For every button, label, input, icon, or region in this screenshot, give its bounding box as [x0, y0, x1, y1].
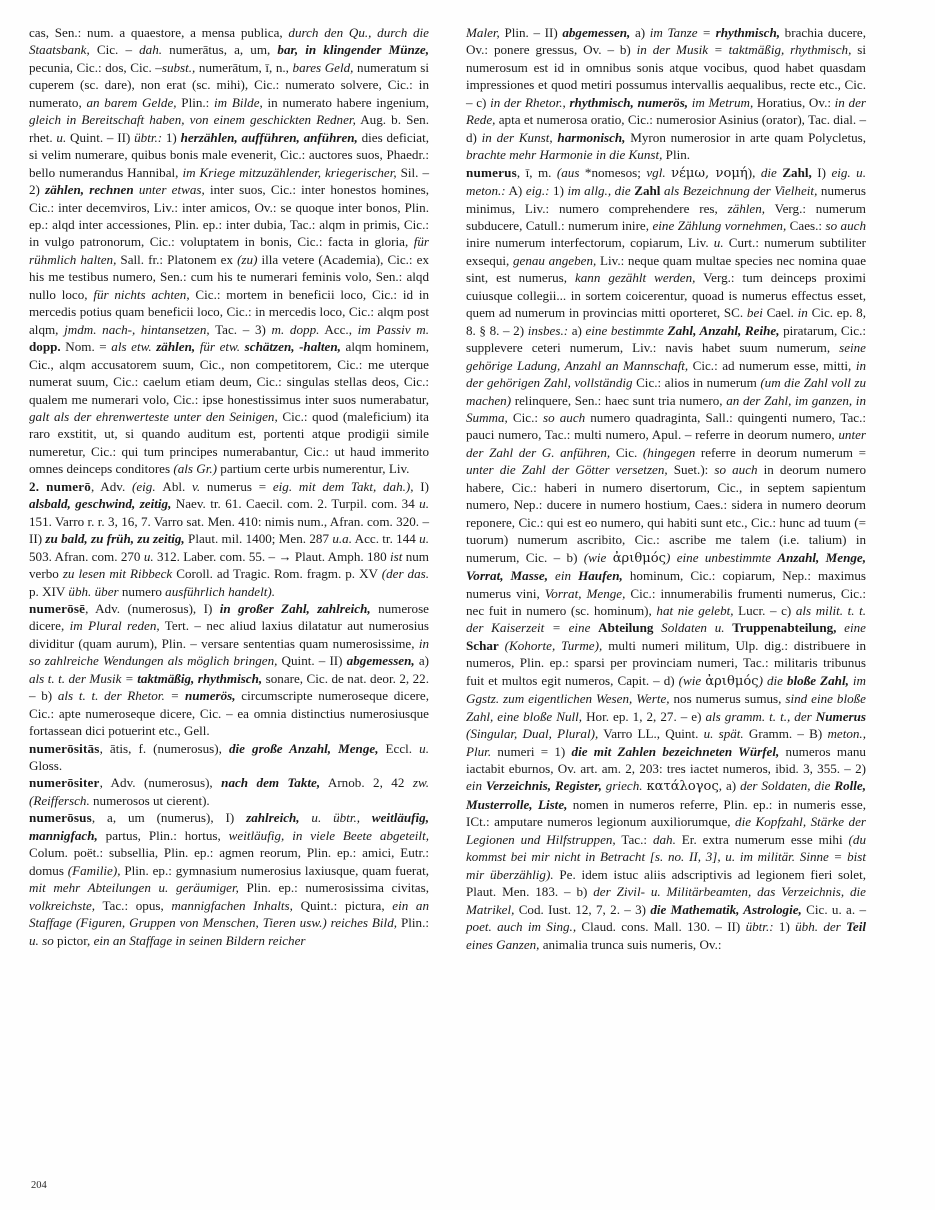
text-run: Schar [466, 637, 499, 653]
text-run: A) [505, 183, 526, 199]
text-run: für nichts achten, [93, 286, 190, 302]
text-run: numerös, [184, 688, 236, 704]
text-run: Soldaten u. [653, 620, 733, 636]
text-run: als t. t. der Musik = [29, 670, 138, 686]
text-run: u. so [29, 932, 54, 948]
text-run: (du kommst bei mir nicht in Betracht [s. no. II, 3], u. im militär. Sinne = bist mir überzählig). [466, 831, 866, 882]
text-run: u. [56, 129, 67, 145]
text-run: sonare, Cic. de nat. deor. 2, 22. – b) [29, 670, 429, 704]
text-run: im Kriege mitzuzählender, kriegerischer, [182, 164, 397, 180]
text-run: Varro LL., Quint. [598, 726, 704, 742]
text-run: Cic. [610, 444, 643, 460]
text-run: multi numeri militum, Ulp. dig.: distribuere in numeros, Plin. ep.: sparsi per provinciam numeri, Tac.: militaris tribunus fuit et multos egit numeros, Capit. – d) [466, 637, 867, 688]
text-run: u. [419, 496, 429, 512]
text-run: die Mathematik, Astrologie, [650, 901, 802, 917]
text-run: u. [419, 740, 429, 756]
text-run: Quint. – II) [66, 129, 135, 145]
text-run: nomen in numeros referre, Plin. ep.: in numeris esse, ICt.: amputare numeros legionum auxiliorumque, [466, 796, 866, 830]
text-run: u. spät. [703, 726, 744, 742]
text-run: Horatius, Ov.: [753, 94, 835, 110]
text-run: Cael. [762, 305, 798, 321]
text-run: Er. extra numerum esse mihi [675, 831, 849, 847]
text-run: u. [713, 235, 724, 251]
text-run: als t. t. der Rhetor. = [57, 688, 185, 704]
text-run: brachia ducere, Ov.: ponere gressus, Ov. – b) [466, 25, 866, 58]
text-run: pictor, [53, 932, 94, 948]
text-run: Rolle, Musterrolle, Liste, [466, 778, 867, 812]
text-run: in [797, 305, 808, 321]
text-run: ), [747, 164, 761, 180]
text-run: der Zivil- u. Militärbeamten, das Verzeichnis, die Matrikel, [466, 884, 866, 917]
text-run: abgemessen, [346, 653, 415, 669]
text-run: durch den Qu., durch die Staatsbank, [29, 25, 429, 58]
text-run: bares Geld, [292, 59, 354, 75]
text-run: zu bald, zu früh, zu zeitig, [45, 531, 185, 547]
text-run: Cic.: innumerabilis frumenti numerus, Cic.: nec fuit in numero (sc. hominum), [466, 585, 866, 618]
text-run: Haufen, [578, 568, 623, 584]
text-run: 1) [162, 129, 181, 145]
text-run: cas, Sen.: num. a quaestore, a mensa publica, [29, 25, 289, 40]
text-run: (zu) [237, 251, 258, 267]
text-run: so auch [543, 409, 586, 425]
text-run: in deorum numero habere, Cic.: haberi in numero disertorum, Cic., in septem sapientum numero, Nep.: ducere in numero hostium, Caes.: sidera in numero deorum reponere, Cic.: qui est eo numero, qui habiti sunt etc., Cic.: hunc ad tuum (= tuorum) numerum ascribito, Cic.: ascribe me talem (i.e. talium) in numerum, Cic. – b) [466, 462, 867, 565]
text-run: als Bezeichnung der Vielheit, [660, 183, 818, 199]
text-run: Tac. – 3) [209, 321, 272, 337]
text-run: Cod. Iust. 12, 7, 2. – 3) [514, 901, 651, 917]
text-run: , a, um (numerus), I) [91, 810, 247, 826]
text-run: numerātus, a, um, [162, 42, 278, 58]
text-run: nach dem Takte, [221, 775, 321, 791]
text-run: illa vetere (Academia), Cic.: ex his me testibus numero, Sen.: cum his te numerari feminis volo, Sen.: alqd nullo loco, [29, 251, 429, 302]
text-run: Pe. idem istuc aliis adscriptivis ad legionem fieri solet, Plaut. Men. 183. – b) [466, 866, 867, 900]
text-run: unter die Zahl der Götter versetzen, [466, 462, 668, 478]
text-run: , Adv. (numerosus), I) [85, 600, 220, 616]
text-run: si numerosum est id in omnibus sonis atque vocibus, quod habet quasdam impressiones et quod metiri possumus intervallis aequalibus, recte etc., Cic. – c) [466, 42, 866, 110]
text-run: herzählen, aufführen, anführen, [180, 129, 358, 145]
text-run: eig. u. meton.: [466, 164, 866, 199]
text-run: Plin.: [176, 94, 215, 110]
text-run: Coroll. ad Tragic. Rom. fragm. p. XV [172, 566, 382, 582]
text-run: num verbo [29, 548, 429, 582]
text-run: numerātum, ī, n., [195, 59, 293, 75]
text-run: brachte mehr Harmonie in die Kunst, [466, 147, 663, 163]
text-run: ) eine unbestimmte [665, 549, 778, 565]
text-run: zahlreich, [246, 810, 300, 826]
text-run: Liv.: neque quam multae species nec nomina quae sint, est numerus, [466, 252, 867, 286]
text-run: die [760, 164, 783, 180]
text-run: als milit. t. t. der Kaiserzeit = eine [466, 602, 866, 636]
text-run: bloße Zahl, [787, 672, 849, 688]
text-run: (eig. [132, 478, 163, 494]
dictionary-entry [29, 774, 429, 809]
text-run: subst., [161, 59, 196, 75]
text-run: unter der Zahl der G. anführen, [466, 427, 866, 460]
text-run: u. [419, 531, 429, 547]
text-run: taktmäßig, rhythmisch, [137, 670, 263, 686]
text-run: übtr.: [745, 919, 774, 935]
text-run: weitläufig, mannigfach, [29, 810, 429, 843]
text-run: numerose dicere, [29, 600, 429, 634]
text-run: a) [414, 653, 429, 669]
text-run: I) [413, 478, 429, 494]
text-run: eine Zählung vornehmen, [652, 217, 787, 233]
text-run: Curt.: numerum subtiliter exsequi, [466, 235, 866, 268]
text-run: in so zahlreiche Wendungen als möglich bringen, [29, 635, 429, 669]
text-run: in der Musik = taktmäßig, rhythmisch, [636, 42, 852, 58]
dictionary-entry [29, 600, 429, 740]
text-run: die Kopfzahl, Stärke der Legionen und Hilfstruppen, [466, 814, 866, 847]
dictionary-entry [466, 24, 866, 164]
dictionary-entry [29, 24, 429, 478]
text-run: schätzen, -halten, [244, 339, 341, 355]
text-run: circumscripte numeroseque dicere, Cic.: apte numeroseque dicere, Cic. – ea omnia distinctius numerosiusque fortassean dici potuerint etc., Gell. [29, 688, 429, 739]
dictionary-entry [29, 809, 429, 949]
text-run: in der Kunst, [481, 129, 558, 145]
text-run: Plaut. mil. 1400; Men. 287 [184, 531, 333, 547]
text-run: in großer Zahl, zahlreich, [219, 600, 371, 616]
text-run: apta et numerosa oratio, Cic.: numerosior Asinius (orator), Tac. dial. – d) [466, 112, 866, 145]
text-run: dopp. [29, 339, 61, 355]
text-run: (Familie), [67, 862, 121, 878]
text-run: sind eine bloße Zahl, eine bloße Null, [466, 691, 866, 724]
text-run: 1) [773, 919, 796, 935]
text-run: *nomesos; [579, 164, 647, 180]
text-run: numerus = [200, 478, 273, 494]
text-run: genau angeben, [512, 252, 597, 268]
text-run: a) [568, 322, 586, 338]
text-run: Sil. – 2) [29, 164, 429, 198]
text-run: numerōsiter [29, 775, 100, 791]
text-run: Hor. ep. 1, 2, 27. – e) [582, 708, 706, 724]
text-run: , a) [718, 778, 741, 794]
text-run: zu lesen mit Ribbeck [62, 566, 173, 582]
text-run: Acc. tr. 144 [352, 531, 420, 547]
text-run: dah. [139, 42, 163, 58]
text-run: Gloss. [29, 758, 63, 774]
text-run: Arnob. 2, 42 [320, 775, 413, 791]
text-run: rhythmisch, [715, 25, 781, 40]
text-run: partium certe urbis numerentur, Liv. [217, 461, 410, 477]
text-run: νέμω, νομή [671, 165, 748, 181]
text-run: Anzahl, Menge, Vorrat, Masse, [466, 549, 866, 584]
text-run: numeri = 1) [491, 743, 572, 759]
text-run: ἀριθμός [705, 673, 759, 689]
text-run: (der das. [381, 566, 429, 582]
text-run: rhythmisch, numerös, [569, 94, 689, 110]
text-run: inter suos, Cic.: inter honestos homines, Cic.: inter decemviros, Liv.: inter amicos, Ov.: se quoque inter bonos, Plin. ep.: alqd inter accessiones, Plin. ep.: inter dubia, Tac.: alqm in primis, Cic.: in vulgo patronorum, Cic.: voluptatem in bonis, Cic.: facta in gloria, [29, 182, 430, 250]
text-run: numerus minimus, Liv.: numero comprehendere res, [466, 183, 866, 216]
text-run: dah. [652, 831, 676, 847]
text-run: im Plural reden, [69, 618, 160, 634]
dictionary-entry [29, 740, 429, 775]
text-run: meton., Plur. [466, 726, 866, 759]
text-run: Suet.): [667, 462, 715, 478]
text-run: eine bestimmte [585, 322, 668, 338]
text-run: bei [746, 305, 763, 321]
text-run: Numerus [815, 708, 866, 724]
text-run: Myron numerosior in arte quam Polycletus, [625, 129, 867, 145]
text-run: p. XIV [29, 583, 69, 599]
text-run: Verg.: tum deinceps proximi cuiusque collegii... in sortem coicerentur, quoad is numerus effectus esset, quem ad numerum in provincias mitti oporteret, SC. [466, 270, 866, 321]
text-run: nos numerus sumus, [669, 691, 786, 707]
text-run: (aus [556, 164, 580, 180]
text-run: ist [390, 548, 403, 564]
text-run: Naev. tr. 61. Caecil. com. 2. Turpil. com. 34 [171, 496, 420, 512]
text-run: Verzeichnis, Register, [485, 778, 602, 794]
text-run: Plin. ep.: gymnasium numerosius laxiusque, quam fuerat, [120, 862, 429, 878]
text-run: eig.: [525, 183, 550, 199]
text-run: numeros manu iactabit eburnos, Ov. art. am. 2, 203: tres iactet numeros, ibid. 3, 355. – 2) [466, 743, 866, 777]
text-run: Aug. b. Sen. rhet. [29, 112, 429, 145]
text-run: Cic.: mortem in beneficii loco, Cic.: id in mercedis potius quam beneficii loco, Cic.: in mercedis loco, Cic.: alqm post alqm, [29, 286, 430, 337]
text-run: Zahl, Anzahl, Reihe, [667, 322, 780, 338]
text-run: Acc., [319, 321, 358, 337]
text-run: hominum, Cic.: copiarum, Nep.: maximus numerus vini, [466, 568, 867, 601]
text-run: (um die Zahl voll zu machen) [466, 375, 866, 408]
text-run: κατάλογος [646, 779, 719, 795]
text-run: abgemessen, [562, 25, 631, 40]
text-run: die mit Zahlen bezeichneten Würfel, [571, 743, 780, 759]
text-run: Quint. – II) [277, 653, 347, 669]
text-run: harmonisch, [557, 129, 626, 145]
text-run: piratarum, Cic.: supplevere ceteri numerum, Liv.: navis habet suum numerum, [466, 322, 866, 356]
text-run: im allg., die [567, 183, 635, 199]
page-columns [29, 24, 906, 1164]
text-run: in numerato habere ingenium, [262, 94, 429, 110]
text-run: Eccl. [378, 740, 420, 756]
text-run: kann gezählt werden, [574, 270, 696, 286]
text-run: poet. auch im Sing., [466, 919, 577, 935]
text-run: pecunia, Cic.: dos, Cic. – [29, 59, 162, 75]
text-run: v. [192, 478, 201, 494]
text-run: numerōsus [29, 810, 92, 826]
text-run: numerōsē [29, 600, 86, 616]
text-run: Cic.: quod (maleficium) ita raro exstitit, ut, si quando auditum est, portenti atque prodigii simile numeretur, Cic.: qui tum principes numerabantur, Cic.: ut haud immerito omnes deinceps conditores [29, 408, 429, 477]
text-run: u. übtr., [299, 810, 372, 826]
page-number: 204 [31, 1180, 47, 1191]
text-run: Truppenabteilung, [732, 620, 837, 636]
text-run: Gramm. – B) [743, 726, 828, 742]
text-run: numero [118, 583, 166, 599]
text-run: Vorrat, Menge, [544, 585, 626, 601]
text-run: (wie [583, 549, 613, 565]
text-run: animalia trunca suis numeris, Ov.: [539, 936, 722, 952]
text-run: im Passiv m. [357, 321, 429, 337]
text-run: eig. mit dem Takt, dah.), [272, 478, 414, 494]
text-run: , Adv. (numerosus), [99, 775, 222, 791]
text-run: gleich in Bereitschaft haben, von einem geschickten Redner, [29, 112, 356, 128]
text-run: Cic.: ad numerum esse, mitti, [688, 357, 856, 373]
text-run: im Metrum, [688, 94, 754, 110]
text-run: Teil [846, 919, 866, 935]
text-run: (als Gr.) [173, 461, 218, 477]
text-run: Cic. – [89, 42, 140, 58]
text-run: 312. Laber. com. 55. – → Plaut. Amph. 180 [153, 548, 390, 564]
text-run: jmdm. nach-, hintansetzen, [64, 321, 210, 337]
text-run: weitläufig, in viele Beete abgeteilt, [228, 827, 429, 843]
text-run: Plin. – II) [499, 25, 563, 40]
text-run: Claud. cons. Mall. 130. – II) [576, 919, 746, 935]
right-column [466, 24, 866, 1164]
dictionary-entry [466, 164, 866, 953]
text-run: an barem Gelde, [86, 94, 177, 110]
text-run: a) [630, 25, 650, 40]
text-run: in der Rhetor., [490, 94, 570, 110]
text-run: inire numerum interfectorum, copiarum, Liv. [466, 235, 714, 251]
text-run: Zahl [634, 183, 661, 199]
text-run: als gramm. t. t., der [705, 708, 816, 724]
text-run: numeratum si cuperem (sc. dare), non erat (sc. mihi), Cic.: numerato solvere, Cic.: in numerato, [29, 59, 429, 110]
text-run: vgl. [646, 164, 666, 180]
text-run: 503. Afran. com. 270 [29, 548, 144, 564]
text-run: Cic. ep. 8, 8. § 8. – 2) [466, 305, 866, 338]
text-run: Cic.: alios in numerum [632, 375, 761, 391]
dictionary-entry [29, 478, 429, 600]
text-run: (Kohorte, Turme), [498, 637, 603, 653]
text-run: Caes.: [786, 217, 826, 233]
left-column [29, 24, 429, 1164]
text-run: in der gehörigen Zahl, vollständig [466, 357, 866, 391]
text-run: ausführlich handelt). [165, 583, 275, 599]
text-run: zw. (Reiffersch. [29, 775, 429, 808]
text-run: eine [836, 620, 866, 636]
text-run: übh. über [68, 583, 119, 599]
text-run: hat nie gelebt, [656, 602, 734, 618]
text-run: ein an Staffage in seinen Bildern reicher [93, 932, 306, 948]
text-run: Tert. – nec aliud laxius dilatatur aut numerosius dividitur (quam aurum), Plin. – versare sententias quam numerosissime, [29, 618, 429, 651]
text-run: , ī, m. [516, 164, 557, 180]
text-run: im Bilde, [214, 94, 263, 110]
text-run: so auch [714, 462, 758, 478]
text-run: Cic.: [507, 409, 544, 425]
text-run: für rühmlich halten, [29, 234, 429, 267]
text-run: m. dopp. [271, 321, 320, 337]
text-run: u.a. [332, 531, 352, 547]
text-run: bar, in klingender Münze, [277, 42, 429, 58]
text-run: u. [143, 548, 154, 564]
text-run: I) [811, 164, 832, 180]
text-run: die große Anzahl, Menge, [228, 740, 379, 756]
text-run: , ātis, f. (numerosus), [99, 740, 229, 756]
text-run: numero quadraginta, Sall.: quingenti numero, Tac.: pauci numero, Tac.: multi numero, Apul. – referre in deorum numero, [466, 409, 866, 443]
text-run: numerus [466, 164, 517, 180]
text-run: übtr.: [134, 129, 163, 145]
text-run: ein [466, 778, 486, 794]
text-run: an der Zahl, im ganzen, in Summa, [466, 392, 866, 425]
text-run: griech. [601, 778, 647, 794]
text-run: Tac.: opus, [95, 897, 172, 913]
text-run: übh. der [795, 919, 847, 935]
text-run: mit mehr Abteilungen u. geräumiger, [29, 880, 239, 896]
text-run: für etw. [195, 339, 245, 355]
text-run: Cic. u. a. – [801, 901, 866, 917]
text-run: in der Rede, [466, 94, 866, 128]
text-run: 151. Varro r. r. 3, 16, 7. Varro sat. Men. 410: nimis num., Afran. com. 320. – II) [29, 513, 429, 547]
text-run: unter etwas, [138, 182, 205, 198]
text-run: seine gehörige Ladung, Anzahl an Mannschaft, [466, 340, 866, 373]
text-run: numerōsitās [29, 740, 100, 756]
text-run: referre in deorum numerum = [695, 444, 866, 460]
text-run: Maler, [466, 25, 500, 40]
text-run: Zahl, [782, 164, 812, 180]
text-run: Lucr. – c) [733, 602, 796, 618]
text-run: zählen, [727, 200, 766, 216]
text-run: numerosos ut cierent). [89, 792, 210, 808]
text-run: ἀριθμός [612, 550, 666, 566]
text-run: ein [547, 568, 579, 584]
text-run: Plin. [662, 147, 691, 163]
text-run: Plin.: [397, 915, 429, 931]
text-run: als etw. [111, 339, 157, 355]
text-run: 2. numerō [29, 478, 91, 494]
text-run: mannigfachen Inhalts, [171, 897, 293, 913]
text-run: eines Ganzen, [466, 936, 540, 952]
text-run: (wie [678, 672, 706, 688]
text-run: (hingegen [642, 444, 696, 460]
text-run: im Tanze = [649, 25, 716, 40]
text-run: ein an Staffage (Figuren, Gruppen von Menschen, Tieren usw.) reiches Bild, [29, 897, 430, 931]
text-run: im Ggstz. zum eigentlichen Wesen, Werte, [466, 672, 867, 707]
text-run: relinquere, Sen.: haec sunt tria numero, [511, 392, 727, 408]
text-run: insbes.: [527, 322, 569, 338]
text-run: Sall. fr.: Platonem ex [116, 251, 238, 267]
text-run: so auch [825, 217, 866, 233]
text-run: Verg.: numerum subducere, Catull.: numerum inire, [466, 200, 866, 233]
text-run: 1) [549, 183, 568, 199]
text-run: Nom. = [60, 339, 112, 355]
text-run: Abl. [162, 478, 193, 494]
text-run: galt als der ehrenwerteste unter den Seinigen, [29, 408, 278, 424]
text-run: zählen, rechnen [45, 182, 139, 198]
text-run: Tac.: [615, 831, 653, 847]
text-run: Colum. poët.: subsellia, Plin. ep.: agmen reorum, Plin. ep.: amici, Eutr.: domus [29, 845, 429, 878]
text-run: Abteilung [598, 620, 654, 636]
text-run: Quint.: pictura, [292, 897, 393, 913]
text-run: volkreichste, [29, 897, 96, 913]
text-run: alsbald, geschwind, zeitig, [29, 496, 172, 512]
text-run: partus, Plin.: hortus, [97, 827, 229, 843]
text-run: der Soldaten, die [740, 778, 835, 794]
text-run: ) die [758, 672, 787, 688]
text-run: , Adv. [91, 478, 132, 494]
text-run: dies deficiat, si velim numerare, quibus bonis male evenerit, Cic.: auctores suos, Phaedr.: bello numerandus Hannibal, [29, 129, 429, 180]
text-run: (Singular, Dual, Plural), [466, 726, 599, 742]
text-run: Plin. ep.: numerosissima civitas, [238, 880, 429, 896]
text-run: zählen, [156, 339, 196, 355]
text-run: alqm hominem, Cic., alqm accusatorem suum, Cic., non competitorem, Cic.: me uterque numerat suum, Cic.: caelum etiam deum, Cic.: singulas stellas deos, Cic.: qualem me numerari volo, Cic.: ipse honestissimus inter suos numerabatur, [29, 339, 429, 407]
